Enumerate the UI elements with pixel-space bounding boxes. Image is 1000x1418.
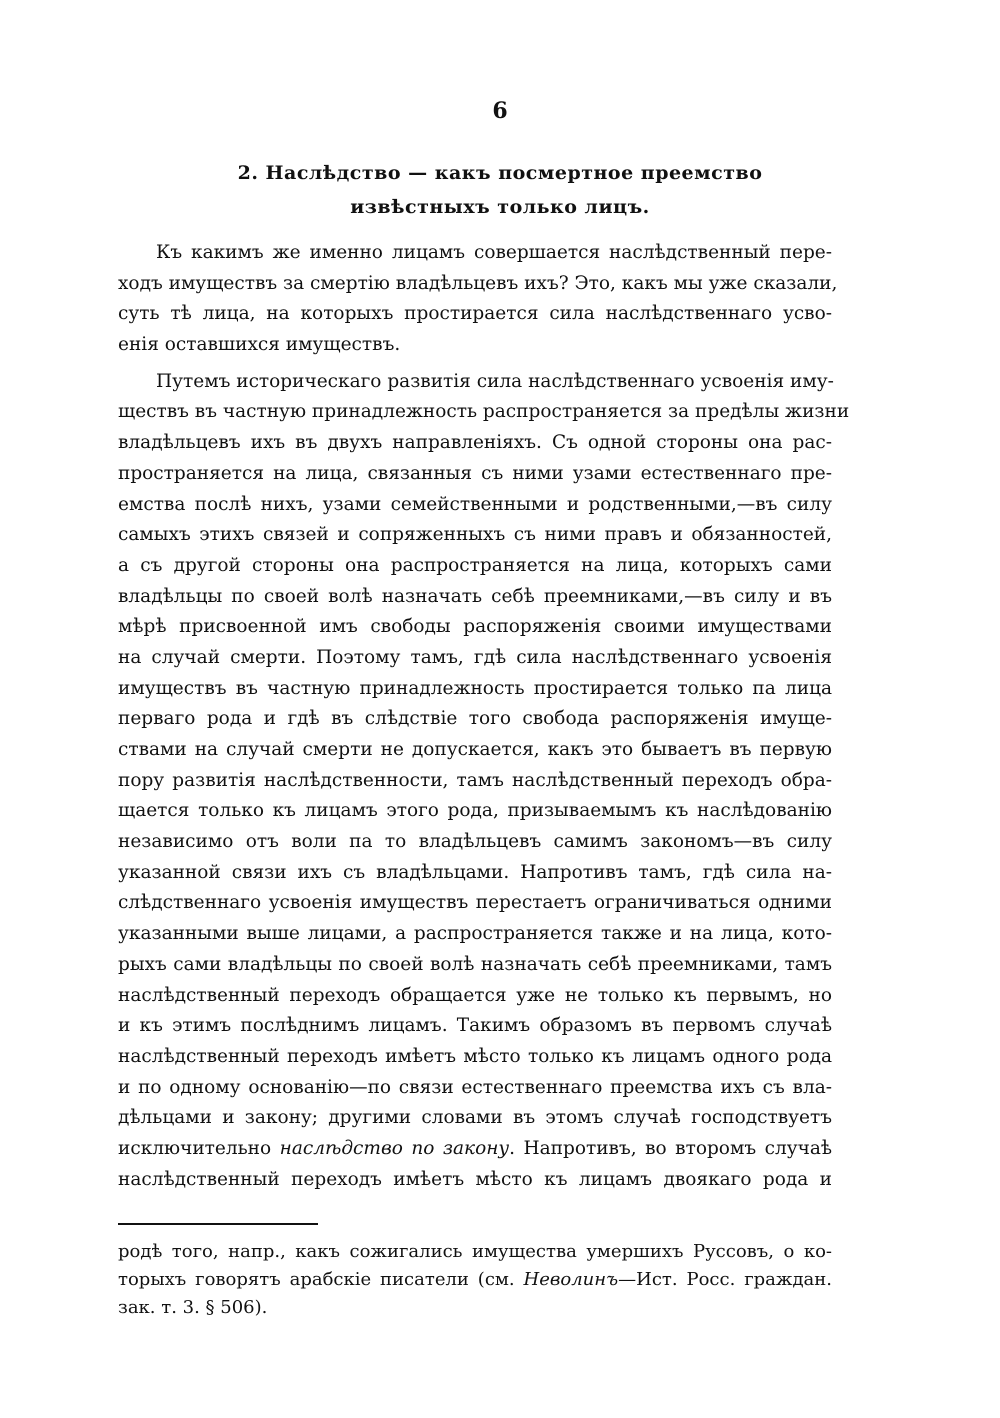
text-line: ществъ въ частную принадлежность распространяется за предѣлы жизни: [118, 401, 850, 423]
text-line: пространяется на лица, связанныя съ ними узами естественнаго пре-: [118, 462, 832, 484]
text-line: суть тѣ лица, на которыхъ простирается сила наслѣдственнаго усво-: [118, 303, 832, 325]
text-segment: торыхъ говорятъ арабскіе писатели (см.: [118, 1269, 524, 1290]
text-line: самыхъ этихъ связей и сопряженныхъ съ ними правъ и обязанностей,: [118, 524, 832, 546]
text-line: наслѣдственный переходъ обращается уже не только къ первымъ, но: [118, 984, 832, 1006]
text-line: Путемъ историческаго развитія сила наслѣдственнаго усвоенія иму-: [156, 370, 834, 392]
text-line: мѣрѣ присвоенной имъ свободы распоряженія своими имуществами: [118, 616, 832, 638]
text-line: ходъ имуществъ за смертію владѣльцевъ ихъ? Это, какъ мы уже сказали,: [118, 272, 838, 294]
page-number: 6: [492, 98, 508, 124]
footnote: [118, 1238, 832, 1322]
text-segment: —Ист. Росс. граждан.: [618, 1269, 833, 1290]
text-line: рыхъ сами владѣльцы по своей волѣ назначать себѣ преемниками, тамъ: [118, 953, 832, 975]
text-line: имуществъ въ частную принадлежность простирается только па лица: [118, 677, 832, 699]
section-heading-line-1: 2. Наслѣдство — какъ посмертное преемство: [237, 162, 763, 184]
text-segment: исключительно: [118, 1137, 280, 1159]
text-line: и къ этимъ послѣднимъ лицамъ. Такимъ образомъ въ первомъ случаѣ: [118, 1015, 832, 1037]
text-line: дѣльцами и закону; другими словами въ этомъ случаѣ господствуетъ: [118, 1107, 832, 1129]
text-line: независимо отъ воли па то владѣльцевъ самимъ закономъ—въ силу: [118, 831, 832, 853]
text-line: и по одному основанію—по связи естественнаго преемства ихъ съ вла-: [118, 1076, 832, 1098]
text-line: енія оставшихся имуществъ.: [118, 334, 401, 356]
body-text: [118, 238, 850, 1195]
section-heading-line-2: извѣстныхъ только лицъ.: [350, 196, 650, 218]
text-line: наслѣдственный переходъ имѣетъ мѣсто только къ лицамъ одного рода: [118, 1045, 832, 1067]
footnote-line: родѣ того, напр., какъ сожигались имущества умершихъ Руссовъ, о ко-: [118, 1241, 832, 1262]
text-line: емства послѣ нихъ, узами семейственными и родственными,—въ силу: [118, 493, 832, 515]
italic-author: Неволинъ: [523, 1269, 619, 1290]
text-segment: . Напротивъ, во второмъ случаѣ: [509, 1137, 833, 1159]
text-line: указанными выше лицами, а распространяется также и на лица, кото-: [118, 923, 832, 945]
footnote-line: зак. т. 3. § 506).: [118, 1297, 268, 1318]
text-line: перваго рода и гдѣ въ слѣдствіе того свобода распоряженія имуще-: [118, 708, 832, 730]
text-line: указанной связи ихъ съ владѣльцами. Напротивъ тамъ, гдѣ сила на-: [118, 861, 832, 883]
text-line-with-italic: [118, 1134, 832, 1165]
text-line: пору развитія наслѣдственности, тамъ наслѣдственный переходъ обра-: [118, 769, 832, 791]
text-line: щается только къ лицамъ этого рода, призываемымъ къ наслѣдованію: [118, 800, 832, 822]
text-line: ствами на случай смерти не допускается, какъ это бываетъ въ первую: [118, 739, 832, 760]
text-line: владѣльцы по своей волѣ назначать себѣ преемниками,—въ силу и въ: [118, 585, 832, 607]
text-line: Къ какимъ же именно лицамъ совершается наслѣдственный пере-: [156, 242, 832, 263]
italic-term: наслѣдство по закону: [279, 1137, 510, 1159]
text-line: наслѣдственный переходъ имѣетъ мѣсто къ лицамъ двоякаго рода и: [118, 1168, 832, 1190]
section-heading: [200, 156, 800, 224]
text-line: на случай смерти. Поэтому тамъ, гдѣ сила наслѣдственнаго усвоенія: [118, 646, 832, 668]
footnote-line: [118, 1266, 832, 1294]
text-line: а съ другой стороны она распространяется на лица, которыхъ сами: [118, 554, 832, 576]
text-line: владѣльцевъ ихъ въ двухъ направленіяхъ. Съ одной стороны она рас-: [118, 432, 832, 454]
footnote-divider: [118, 1223, 318, 1225]
text-line: слѣдственнаго усвоенія имуществъ перестаетъ ограничиваться одними: [118, 892, 832, 914]
